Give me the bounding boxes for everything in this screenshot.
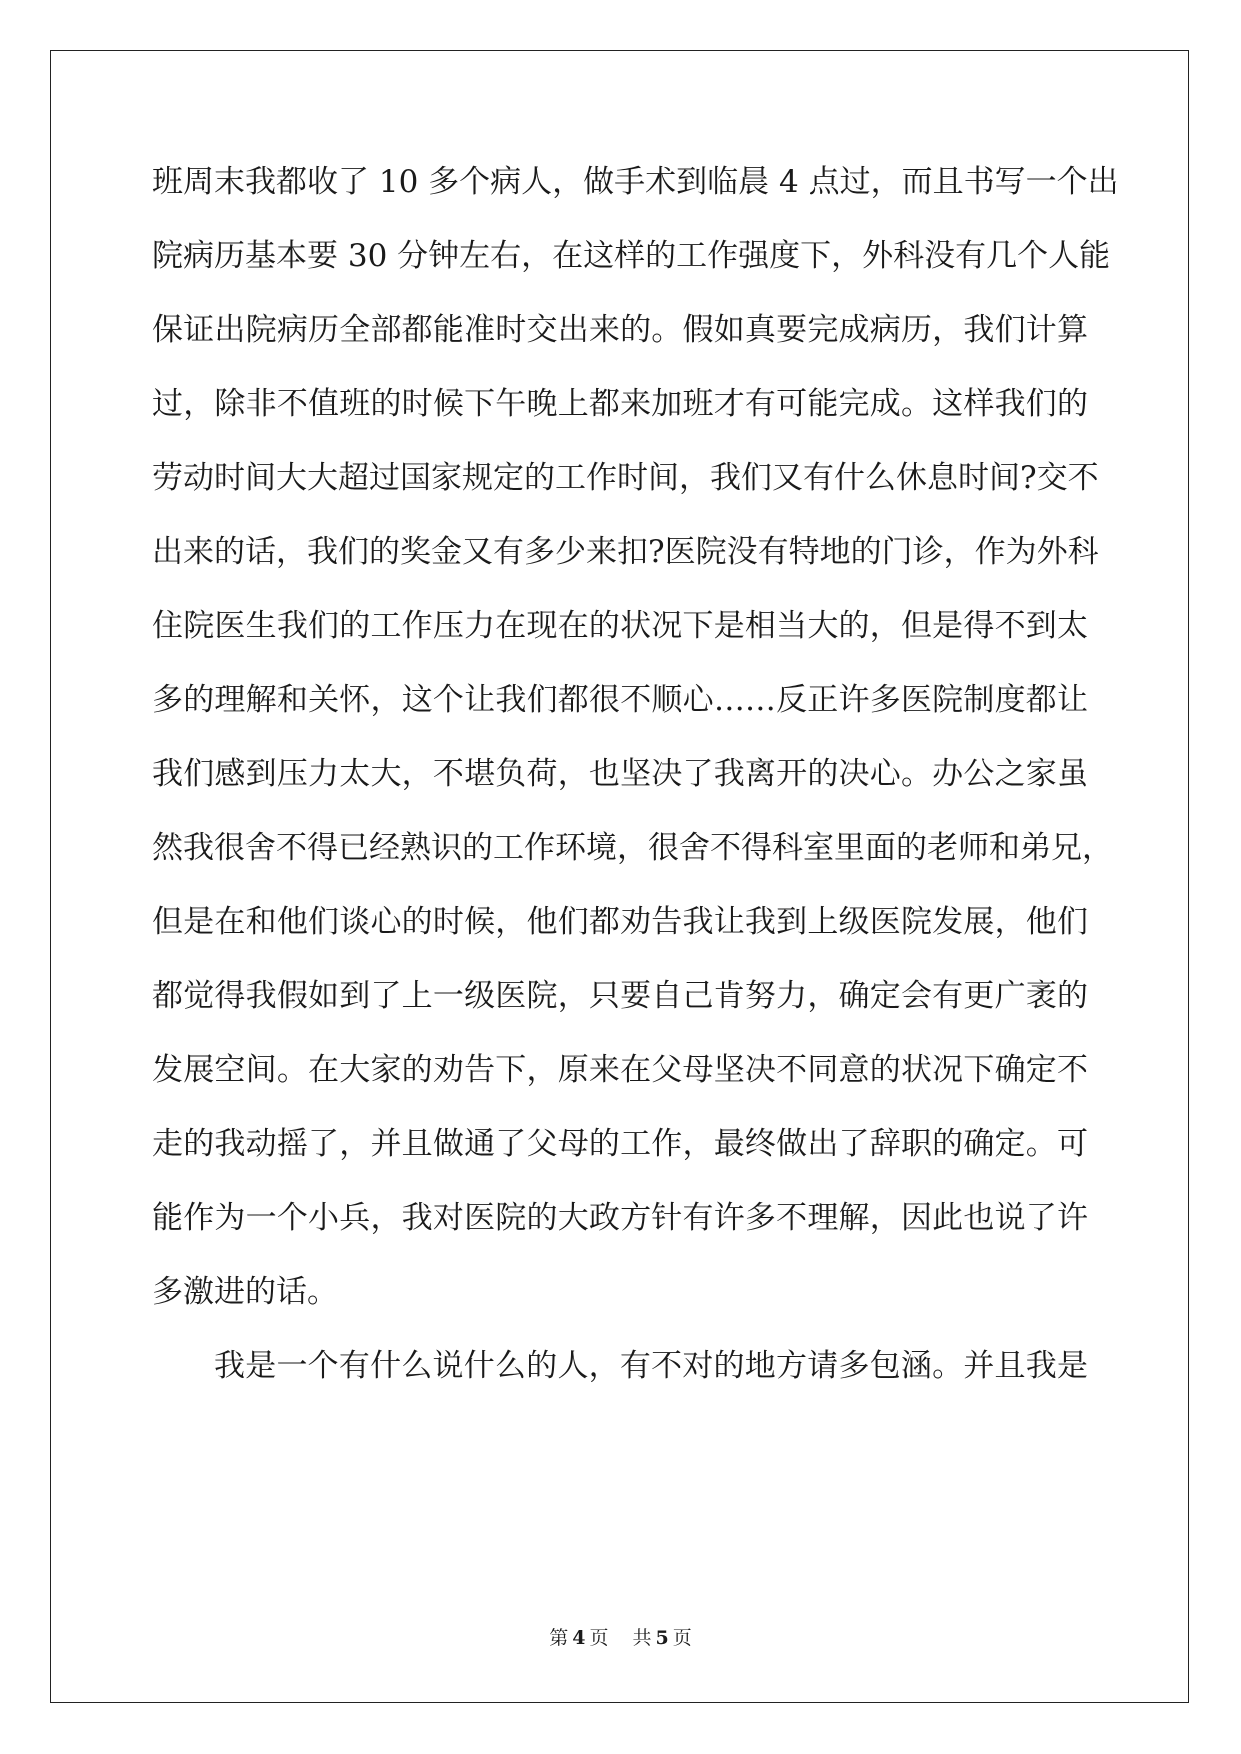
text-line: 院病历基本要 30 分钟左右，在这样的工作强度下，外科没有几个人能	[152, 238, 1111, 274]
paragraph-first-line: 我是一个有什么说什么的人，有不对的地方请多包涵。并且我是	[214, 1348, 1088, 1384]
text-line: 发展空间。在大家的劝告下，原来在父母坚决不同意的状况下确定不	[152, 1052, 1088, 1088]
page-border	[50, 50, 1189, 1703]
text-line: 过，除非不值班的时候下午晚上都来加班才有可能完成。这样我们的	[152, 386, 1088, 422]
footer-total-suffix: 页	[672, 1627, 692, 1649]
text-line: 然我很舍不得已经熟识的工作环境，很舍不得科室里面的老师和弟兄，	[152, 830, 1113, 866]
text-line: 劳动时间大大超过国家规定的工作时间，我们又有什么休息时间?交不	[152, 460, 1099, 496]
text-line: 我们感到压力太大，不堪负荷，也坚决了我离开的决心。办公之家虽	[152, 756, 1088, 792]
current-page-number: 4	[572, 1627, 586, 1649]
text-line: 多的理解和关怀，这个让我们都很不顺心……反正许多医院制度都让	[152, 682, 1088, 718]
text-line: 保证出院病历全部都能准时交出来的。假如真要完成病历，我们计算	[152, 312, 1088, 348]
text-line: 班周末我都收了 10 多个病人，做手术到临晨 4 点过，而且书写一个出	[152, 164, 1119, 200]
text-line: 但是在和他们谈心的时候，他们都劝告我让我到上级医院发展，他们	[152, 904, 1088, 940]
total-pages-number: 5	[655, 1627, 669, 1649]
text-line: 出来的话，我们的奖金又有多少来扣?医院没有特地的门诊，作为外科	[152, 534, 1099, 570]
text-line: 多激进的话。	[152, 1274, 338, 1310]
text-line: 都觉得我假如到了上一级医院，只要自己肯努力，确定会有更广袤的	[152, 978, 1088, 1014]
footer-page-suffix: 页	[589, 1627, 609, 1649]
footer-total-prefix: 共	[632, 1627, 652, 1649]
text-line: 能作为一个小兵，我对医院的大政方针有许多不理解，因此也说了许	[152, 1200, 1088, 1236]
text-line: 住院医生我们的工作压力在现在的状况下是相当大的，但是得不到太	[152, 608, 1088, 644]
footer-prefix: 第	[549, 1627, 569, 1649]
page-footer	[0, 1626, 1241, 1650]
text-line: 走的我动摇了，并且做通了父母的工作，最终做出了辞职的确定。可	[152, 1126, 1088, 1162]
